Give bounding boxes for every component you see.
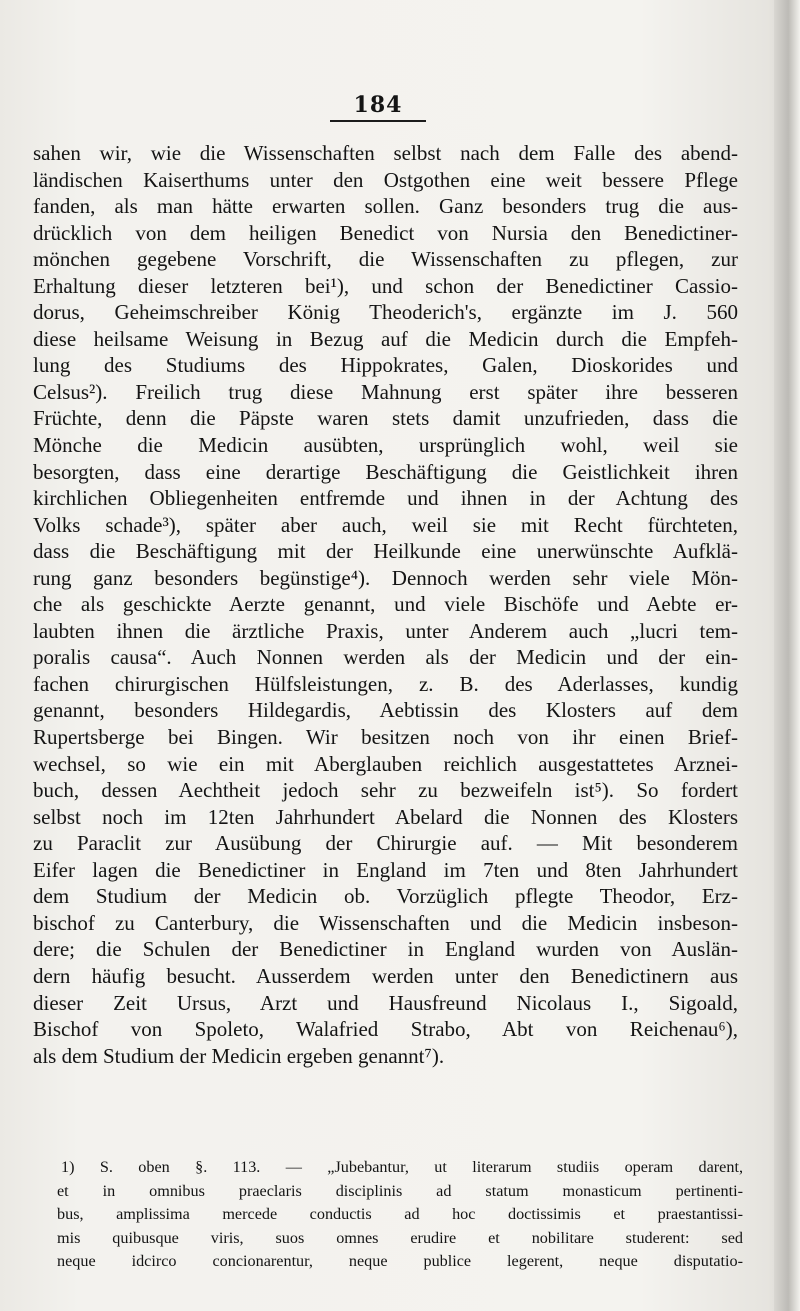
footnote-line: mis quibusque viris, suos omnes erudire et nobilitare studerent: sed: [57, 1228, 743, 1247]
text-line: Volks schade³), später aber auch, weil sie mit Recht fürchteten,: [33, 512, 738, 537]
footnote-line: et in omnibus praeclaris disciplinis ad statum monasticum pertinenti-: [57, 1181, 743, 1200]
text-line: besorgten, dass eine derartige Beschäftigung die Geistlichkeit ihren: [33, 459, 738, 484]
text-line: Celsus²). Freilich trug diese Mahnung erst später ihre besseren: [33, 379, 738, 404]
text-line: zu Paraclit zur Ausübung der Chirurgie auf. — Mit besonderem: [33, 831, 738, 856]
text-line: genannt, besonders Hildegardis, Aebtissin des Klosters auf dem: [33, 698, 738, 723]
text-line: lung des Studiums des Hippokrates, Galen, Dioskorides und: [33, 353, 738, 378]
text-line: dern häufig besucht. Ausserdem werden unter den Benedictinern aus: [33, 963, 738, 988]
text-line: dere; die Schulen der Benedictiner in England wurden von Auslän-: [33, 937, 738, 962]
text-line: buch, dessen Aechtheit jedoch sehr zu bezweifeln ist⁵). So fordert: [33, 778, 738, 803]
text-line: ländischen Kaiserthums unter den Ostgothen eine weit bessere Pflege: [33, 167, 738, 192]
text-line: sahen wir, wie die Wissenschaften selbst nach dem Falle des abend-: [33, 141, 738, 165]
page-number: 184: [353, 92, 403, 118]
text-line: bischof zu Canterbury, die Wissenschaften und die Medicin insbeson-: [33, 910, 738, 935]
text-line: rung ganz besonders begünstige⁴). Dennoch werden sehr viele Mön-: [33, 565, 738, 590]
text-line: dieser Zeit Ursus, Arzt und Hausfreund Nicolaus I., Sigoald,: [33, 990, 738, 1015]
text-line: Früchte, denn die Päpste waren stets damit unzufrieden, dass die: [33, 406, 738, 431]
text-line: Erhaltung dieser letzteren bei¹), und schon der Benedictiner Cassio-: [33, 273, 738, 298]
text-line: diese heilsame Weisung in Bezug auf die Medicin durch die Empfeh-: [33, 326, 738, 351]
page-header: [328, 92, 428, 122]
text-line: dorus, Geheimschreiber König Theoderich's, ergänzte im J. 560: [33, 300, 738, 325]
text-line: fanden, als man hätte erwarten sollen. Ganz besonders trug die aus-: [33, 194, 738, 219]
text-line: poralis causa“. Auch Nonnen werden als der Medicin und der ein-: [33, 645, 738, 670]
footnote-line: neque idcirco concionarentur, neque publice legerent, neque disputatio-: [57, 1252, 743, 1271]
text-line: dass die Beschäftigung mit der Heilkunde eine unerwünschte Aufklä-: [33, 539, 738, 564]
header-rule: [330, 120, 426, 122]
text-line: Bischof von Spoleto, Walafried Strabo, Abt von Reichenau⁶),: [33, 1017, 738, 1042]
footnote-line: 1) S. oben §. 113. — „Jubebantur, ut literarum studiis operam darent,: [61, 1158, 743, 1176]
text-line: mönchen gegebene Vorschrift, die Wissenschaften zu pflegen, zur: [33, 247, 738, 272]
page-gutter: [774, 0, 800, 1311]
text-line: laubten ihnen die ärztliche Praxis, unter Anderem auch „lucri tem-: [33, 618, 738, 643]
main-text: [33, 140, 738, 1069]
text-line: drücklich von dem heiligen Benedict von Nursia den Benedictiner-: [33, 220, 738, 245]
footnotes: [33, 1156, 743, 1274]
text-line: als dem Studium der Medicin ergeben genannt⁷).: [33, 1043, 445, 1068]
text-line: dem Studium der Medicin ob. Vorzüglich pflegte Theodor, Erz-: [33, 884, 738, 909]
text-line: Rupertsberge bei Bingen. Wir besitzen noch von ihr einen Brief-: [33, 725, 738, 750]
footnote-line: bus, amplissima mercede conductis ad hoc doctissimis et praestantissi-: [57, 1205, 743, 1224]
text-line: che als geschickte Aerzte genannt, und viele Bischöfe und Aebte er-: [33, 592, 738, 617]
text-line: Mönche die Medicin ausübten, ursprünglich wohl, weil sie: [33, 433, 738, 458]
text-line: kirchlichen Obliegenheiten entfremde und ihnen in der Achtung des: [33, 486, 738, 511]
text-line: wechsel, so wie ein mit Aberglauben reichlich ausgestattetes Arznei-: [33, 751, 738, 776]
text-line: selbst noch im 12ten Jahrhundert Abelard die Nonnen des Klosters: [33, 804, 738, 829]
text-line: fachen chirurgischen Hülfsleistungen, z. B. des Aderlasses, kundig: [33, 671, 738, 696]
text-line: Eifer lagen die Benedictiner in England im 7ten und 8ten Jahrhundert: [33, 857, 738, 882]
